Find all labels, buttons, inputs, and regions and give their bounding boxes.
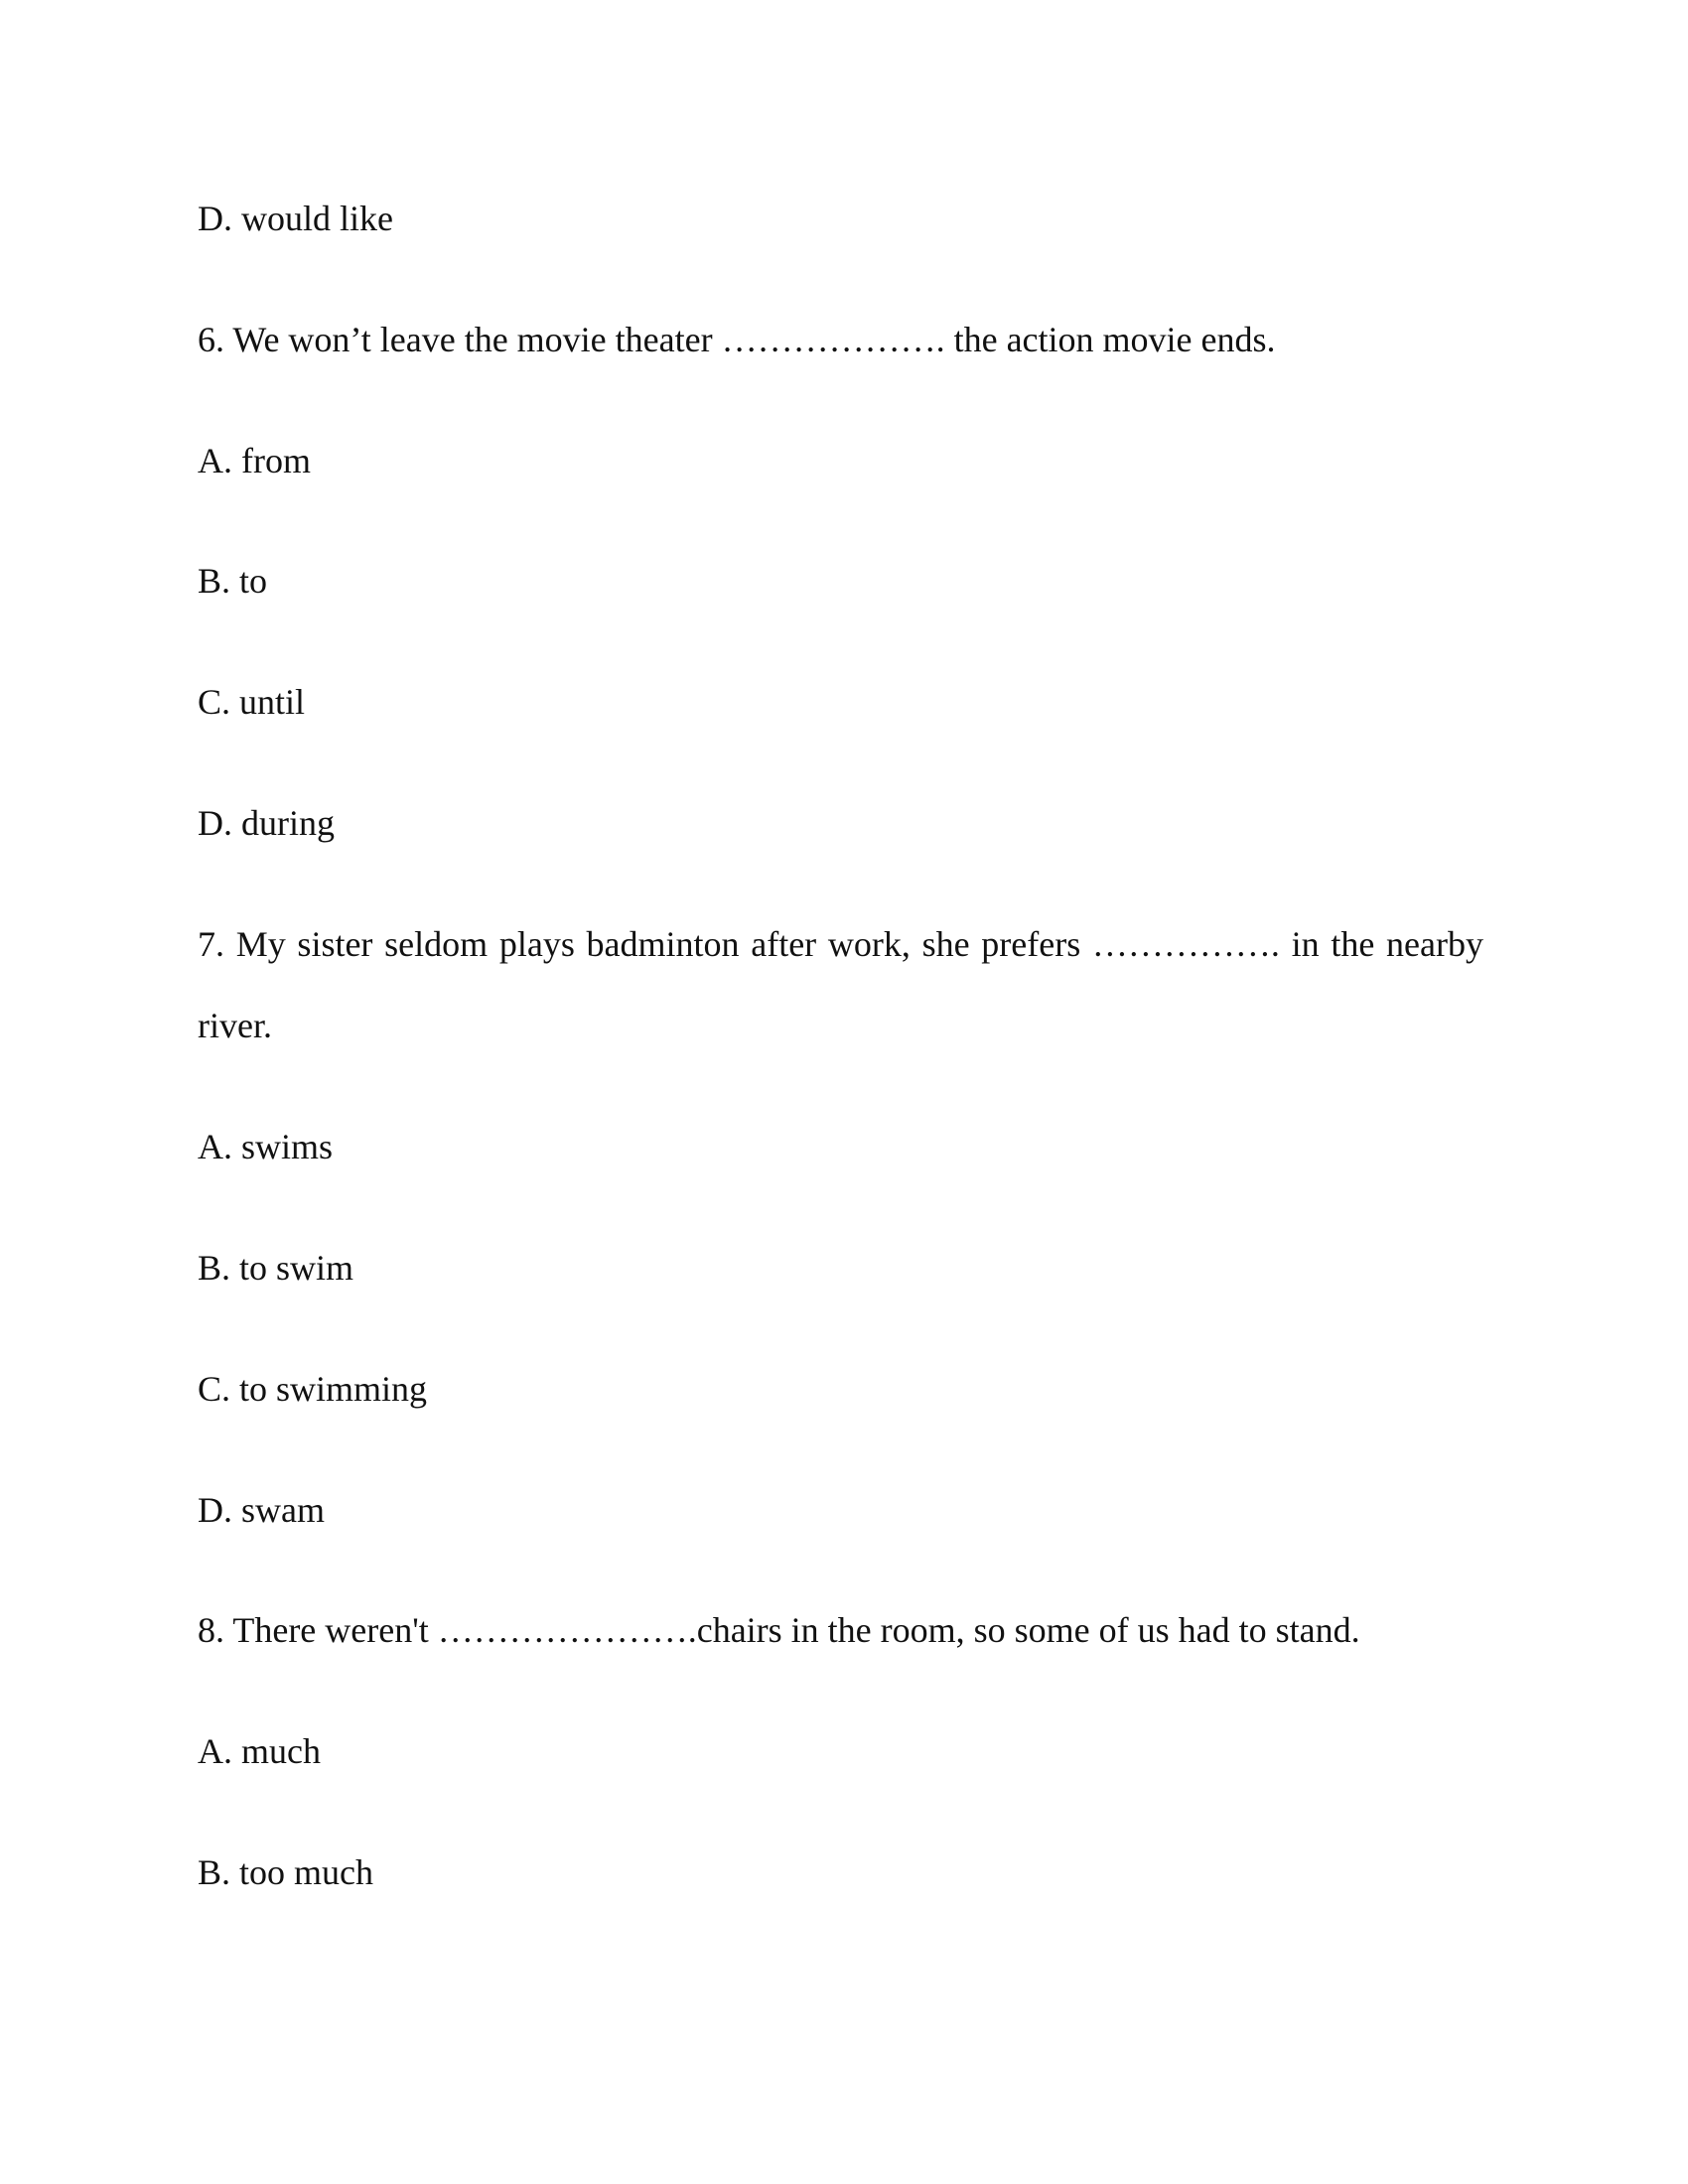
question-7-option-c: C. to swimming [198, 1369, 428, 1409]
question-7-option-d: D. swam [198, 1490, 325, 1530]
question-6-option-b: B. to [198, 561, 268, 601]
question-8-option-b: B. too much [198, 1852, 373, 1892]
question-7-stem-line-1: 7. My sister seldom plays badminton after work, she prefers ……………. in the nearby [198, 924, 1483, 964]
question-7-option-b: B. to swim [198, 1248, 354, 1288]
question-7-option-a: A. swims [198, 1127, 334, 1166]
question-6-option-d: D. during [198, 803, 335, 843]
question-7-stem-line-2: river. [198, 1006, 272, 1045]
question-8-option-a: A. much [198, 1731, 321, 1771]
question-6-option-a: A. from [198, 441, 311, 480]
option-d-prev-question: D. would like [198, 199, 393, 238]
question-6-option-c: C. until [198, 682, 306, 722]
question-6-stem: 6. We won’t leave the movie theater ………………. the action movie ends. [198, 320, 1276, 359]
question-8-stem: 8. There weren't ………………….chairs in the room, so some of us had to stand. [198, 1610, 1360, 1650]
